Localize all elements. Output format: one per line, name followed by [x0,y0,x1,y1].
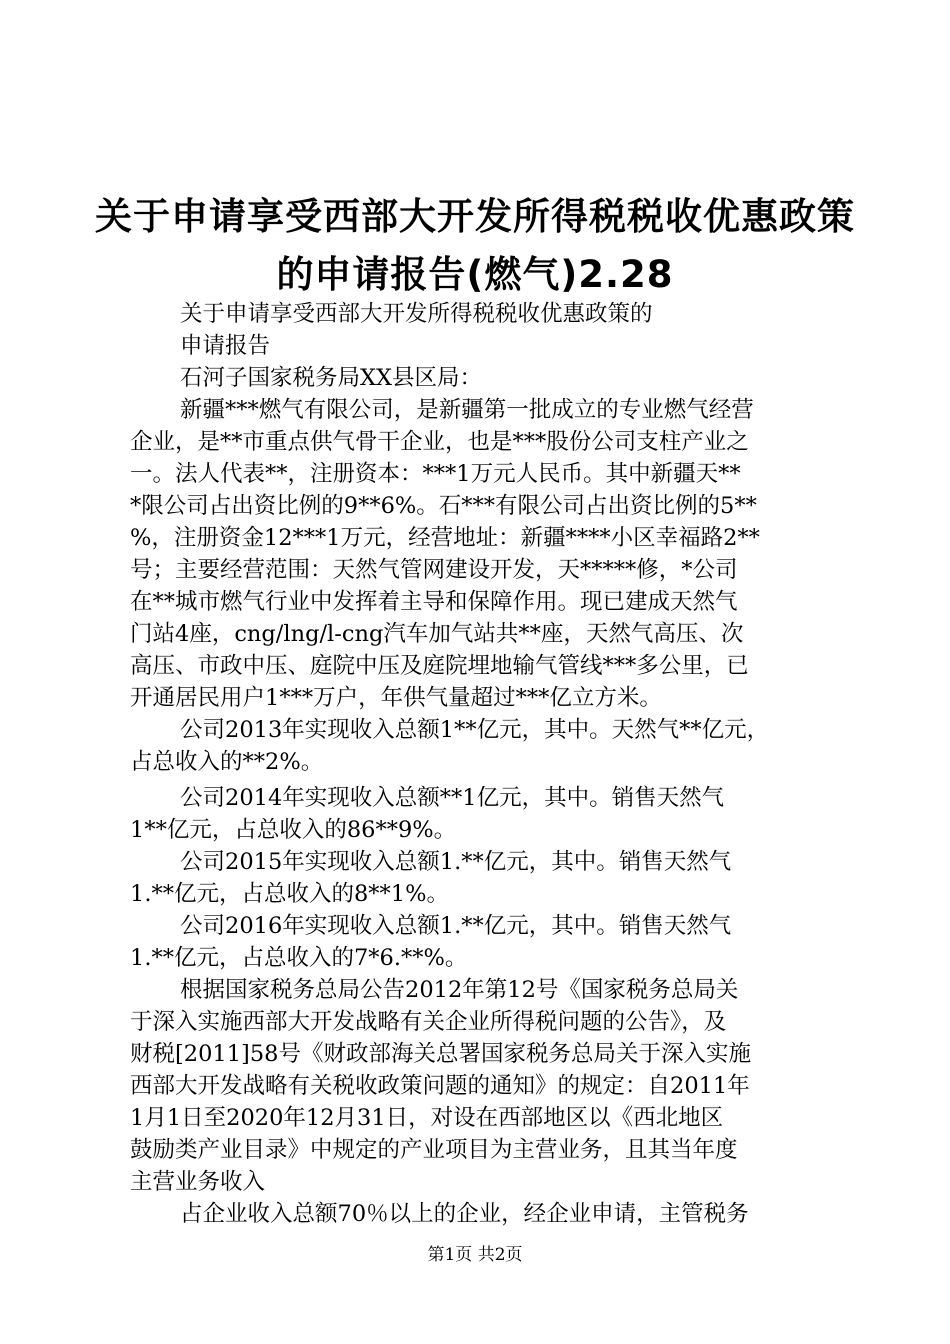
body-text-line: 开通居民用户1***万户，年供气量超过***亿立方米。 [130,685,662,711]
body-text-line: 占总收入的**2%。 [130,749,324,775]
body-text-line: 1.**亿元，占总收入的7*6.**%。 [130,945,468,971]
body-text-line: 1月1日至2020年12月31日，对设在西部地区以《西北地区 [130,1105,724,1131]
body-text-line: 新疆***燃气有限公司，是新疆第一批成立的专业燃气经营 [180,397,754,423]
body-text-line: 企业，是**市重点供气骨干企业，也是***股份公司支柱产业之 [130,429,749,455]
body-text-line: 鼓励类产业目录》中规定的产业项目为主营业务，且其当年度 [130,1137,738,1163]
body-text-line: 财税[2011]58号《财政部海关总署国家税务总局关于深入实施 [130,1041,751,1067]
body-text-line: 主营业务收入 [130,1169,266,1195]
body-text-line: 门站4座，cng/lng/l-cng汽车加气站共**座，天然气高压、次 [130,621,744,647]
body-text-line: 关于申请享受西部大开发所得税税收优惠政策的 [180,301,653,327]
body-text-line: 号；主要经营范围：天然气管网建设开发，天*****修，*公司 [130,557,738,583]
document-body [130,298,830,1230]
page-footer: 第1页 共2页 [427,1245,523,1265]
document-title-line-2: 的申请报告(燃气)2.28 [276,253,674,296]
body-text-line: %，注册资金12***1万元，经营地址：新疆****小区幸福路2** [130,525,760,551]
body-text-line: 公司2013年实现收入总额1**亿元，其中。天然气**亿元， [180,717,770,743]
body-text-line: 于深入实施西部大开发战略有关企业所得税问题的公告》，及 [130,1009,727,1035]
body-text-line: *限公司占出资比例的9**6%。石***有限公司占出资比例的5** [130,493,757,519]
body-text-line: 高压、市政中压、庭院中压及庭院埋地输气管线***多公里，已 [130,653,749,679]
body-text-line: 公司2016年实现收入总额1.**亿元，其中。销售天然气 [180,913,732,939]
body-text-line: 申请报告 [180,333,271,359]
body-text-line: 占企业收入总额70％以上的企业，经企业申请，主管税务 [180,1201,749,1227]
body-text-line: 石河子国家税务局XX县区局： [180,365,483,391]
body-text-line: 一。法人代表**，注册资本：***1万元人民币。其中新疆天** [130,461,741,487]
document-title-line-1: 关于申请享受西部大开发所得税税收优惠政策 [95,195,855,238]
body-text-line: 1.**亿元，占总收入的8**1%。 [130,881,449,907]
body-text-line: 公司2015年实现收入总额1.**亿元，其中。销售天然气 [180,849,732,875]
body-text-line: 在**城市燃气行业中发挥着主导和保障作用。现已建成天然气 [130,589,738,615]
body-text-line: 1**亿元，占总收入的86**9%。 [130,817,457,843]
body-text-line: 公司2014年实现收入总额**1亿元，其中。销售天然气 [180,785,725,811]
body-text-line: 根据国家税务总局公告2012年第12号《国家税务总局关 [180,977,739,1003]
body-text-line: 西部大开发战略有关税收政策问题的通知》的规定：自2011年 [130,1073,750,1099]
